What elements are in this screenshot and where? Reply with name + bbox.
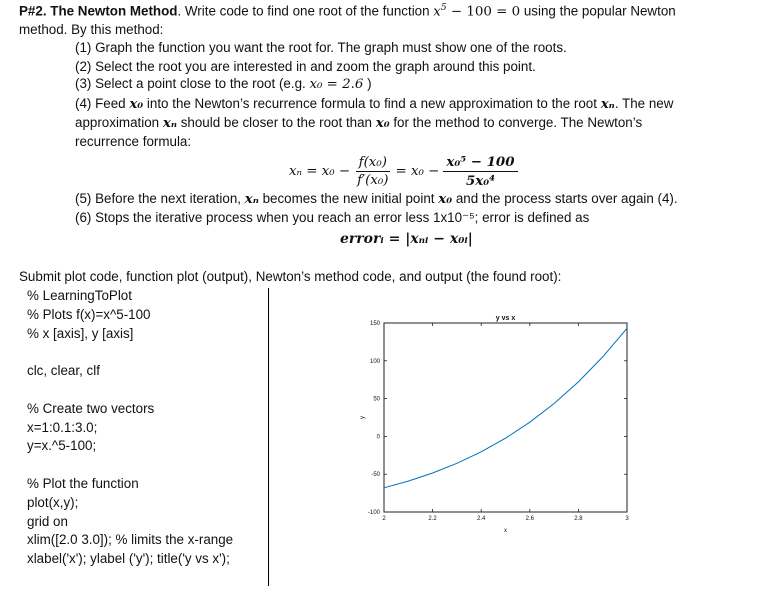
formula-denominator-2: 5x₀⁴ (465, 172, 495, 189)
y-tick-label: 50 (373, 396, 380, 403)
problem-label: P#2. The Newton Method (19, 3, 178, 19)
step-3-math: x₀ = 2.6 (309, 77, 364, 92)
step-3-text: (3) Select a point close to the root (e.g. (75, 76, 310, 91)
x-axis-label: x (504, 528, 507, 534)
step-1: (1) Graph the function you want the root for. The graph must show one of the roots. (75, 40, 567, 55)
code-line: % LearningToPlot (27, 288, 132, 303)
step-4-xn: xₙ (600, 96, 615, 112)
y-tick-label: 150 (369, 321, 380, 327)
step-5-a: (5) Before the next iteration, (75, 191, 245, 206)
y-tick-label: 100 (369, 358, 380, 365)
x-tick-label: 2.4 (477, 516, 486, 522)
problem-intro-end: using the popular Newton (520, 3, 676, 19)
problem-intro: . Write code to find one root of the function (177, 3, 434, 19)
code-line: % Plot the function (27, 475, 139, 491)
code-line: % x [axis], y [axis] (27, 325, 134, 341)
y-tick-label: 0 (376, 434, 380, 441)
step-3-end: ) (363, 76, 372, 91)
code-line: clc, clear, clf (27, 363, 100, 379)
y-axis-label: y (360, 416, 366, 419)
code-line: % Plots f(x)=x^5-100 (27, 306, 151, 322)
problem-intro-line2: method. By this method: (19, 22, 164, 37)
step-4-line2-xn: xₙ (162, 115, 177, 131)
step-4-line3: recurrence formula: (75, 134, 192, 149)
formula-lhs: xₙ = x₀ − (289, 163, 351, 179)
chart-title: y vs x (495, 315, 516, 322)
x-tick-label: 2.6 (525, 516, 534, 522)
x-tick-label: 2 (382, 516, 386, 522)
function-rest: − 100 = 0 (446, 4, 521, 20)
code-line: xlim([2.0 3.0]); % limits the x-range (27, 532, 234, 548)
x-tick-label: 2.2 (428, 516, 437, 522)
step-4-line2-c: for the method to converge. The Newton’s (389, 115, 643, 130)
formula-numerator-2: x₀⁵ − 100 (443, 154, 517, 172)
step-5-xn: xₙ (244, 191, 259, 207)
formula-denominator-1: f′(x₀) (357, 172, 389, 188)
step-4-line2-b: should be closer to the root than (176, 115, 376, 130)
code-line: % Create two vectors (27, 400, 155, 416)
code-line: plot(x,y); (27, 494, 79, 510)
step-4-x0: x₀ (129, 96, 144, 112)
code-line: y=x.^5-100; (27, 438, 97, 454)
step-4-b: into the Newton’s recurrence formula to find a new approximation to the root (143, 96, 601, 111)
step-2: (2) Select the root you are interested in and zoom the graph around this point. (75, 59, 536, 74)
step-6: (6) Stops the iterative process when you reach an error less 1x10⁻⁵; error is defined as (75, 210, 590, 225)
step-5-c: and the process starts over again (4). (452, 191, 678, 206)
x-tick-label: 2.8 (574, 516, 583, 522)
x-tick-label: 3 (625, 516, 629, 522)
code-line: xlabel('x'); ylabel ('y'); title('y vs x'); (27, 551, 230, 567)
code-line: grid on (27, 513, 68, 529)
step-4-c: . The new (614, 96, 674, 111)
formula-mid: = x₀ − (395, 163, 440, 179)
step-4-a: (4) Feed (75, 96, 130, 111)
y-tick-label: -100 (367, 510, 380, 516)
plot-area (384, 323, 627, 512)
step-4-line2-x0: x₀ (375, 115, 390, 131)
code-line: x=1:0.1:3.0; (27, 419, 98, 435)
formula-numerator-1: f(x₀) (356, 155, 390, 172)
function-exponent: 5 (440, 3, 447, 13)
step-4-line2-a: approximation (75, 115, 163, 130)
y-tick-label: -50 (371, 472, 380, 479)
error-formula: errorᵢ = |xₙᵢ − x₀ᵢ| (340, 231, 473, 247)
function-variable: x (433, 4, 441, 20)
submit-instructions: Submit plot code, function plot (output), Newton’s method code, and output (the found root): (19, 269, 562, 284)
step-5-b: becomes the new initial point (258, 191, 439, 206)
step-5-x0: x₀ (438, 191, 453, 207)
